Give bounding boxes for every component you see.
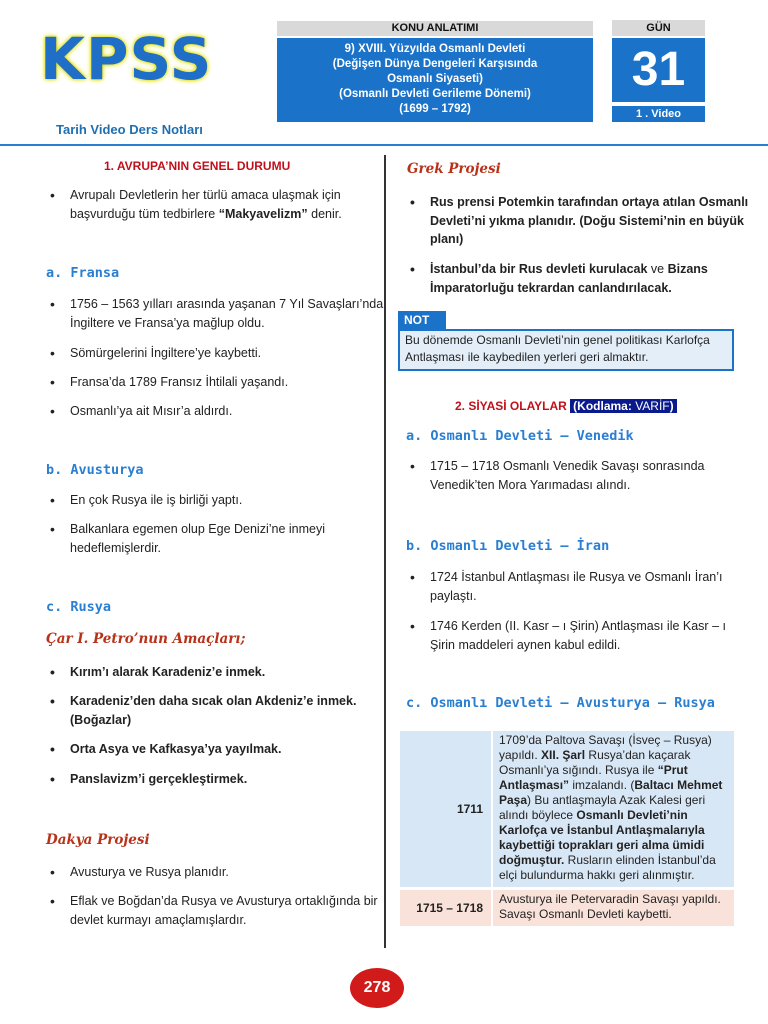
konu-label: KONU ANLATIMI	[277, 21, 593, 36]
subsection-heading: c. Osmanlı Devleti – Avusturya – Rusya	[406, 695, 715, 711]
list-item: • 1724 İstanbul Antlaşması ile Rusya ve Osmanlı İran’ı paylaştı.	[408, 568, 750, 605]
list-item: • Karadeniz’den daha sıcak olan Akdeniz’e inmek. (Boğazlar)	[48, 692, 392, 729]
description-cell: Avusturya ile Petervaradin Savaşı yapıldı. Savaşı Osmanlı Devleti kaybetti.	[491, 890, 734, 926]
list-item: • Kırım’ı alarak Karadeniz’e inmek.	[48, 663, 392, 682]
list-item: • Fransa’da 1789 Fransız İhtilali yaşandı.	[48, 373, 392, 392]
topic-line: 9) XVIII. Yüzyılda Osmanlı Devleti	[344, 43, 526, 55]
coding-badge: (Kodlama: VARİF)	[570, 399, 676, 413]
kpss-logo: KPSS	[40, 25, 213, 93]
list-item: • İstanbul’da bir Rus devleti kurulacak ve Bizans İmparatorluğu tekrardan canlandırılacak.	[408, 260, 750, 297]
list-item: • 1756 – 1563 yılları arasında yaşanan 7 Yıl Savaşları’nda İngiltere ve Fransa’ya mağlup oldu.	[48, 295, 392, 332]
list-item: • Avrupalı Devletlerin her türlü amaca ulaşmak için başvurduğu tüm tedbirlere “Makyavelizm” denir.	[48, 186, 392, 223]
list-item: • En çok Rusya ile iş birliği yaptı.	[48, 491, 392, 510]
note-box: Bu dönemde Osmanlı Devleti’nin genel politikası Karlofça Antlaşması ile kaybedilen yerleri geri almaktır.	[398, 329, 734, 371]
list-item: • Osmanlı’ya ait Mısır’a aldırdı.	[48, 402, 392, 421]
section-heading: 2. SİYASİ OLAYLAR (Kodlama: VARİF)	[455, 399, 677, 413]
list-item: • Sömürgelerini İngiltere’ye kaybetti.	[48, 344, 392, 363]
section-heading: 1. AVRUPA’NIN GENEL DURUMU	[104, 159, 291, 173]
italic-heading: Çar I. Petro’nun Amaçları;	[46, 631, 246, 647]
year-cell: 1715 – 1718	[400, 890, 491, 926]
list-item: • 1715 – 1718 Osmanlı Venedik Savaşı sonrasında Venedik’ten Mora Yarımadası alındı.	[408, 457, 750, 494]
topic-box	[277, 38, 593, 122]
year-cell: 1711	[400, 731, 491, 887]
topic-line: (Değişen Dünya Dengeleri Karşısında	[332, 58, 538, 70]
list-item: • Rus prensi Potemkin tarafından ortaya atılan Osmanlı Devleti’ni yıkma planıdır. (Doğu Sistemi’nin en büyük planı)	[408, 193, 750, 249]
subsection-heading: b. Osmanlı Devleti – İran	[406, 538, 610, 554]
list-item: • Avusturya ve Rusya planıdır.	[48, 863, 392, 882]
list-item: • Eflak ve Boğdan’da Rusya ve Avusturya ortaklığında bir devlet kurmayı amaçlamışlardır.	[48, 892, 392, 929]
events-table	[400, 728, 734, 929]
table-row	[400, 890, 734, 926]
note-label: NOT	[398, 311, 446, 329]
subsection-heading: a. Osmanlı Devleti – Venedik	[406, 428, 634, 444]
list-item: • Orta Asya ve Kafkasya’ya yayılmak.	[48, 740, 392, 759]
topic-line: (Osmanlı Devleti Gerileme Dönemi)	[339, 88, 531, 100]
topic-line: (1699 – 1792)	[399, 103, 471, 115]
topic-line: Osmanlı Siyaseti)	[387, 73, 483, 85]
description-cell: 1709’da Paltova Savaşı (İsveç – Rusya) yapıldı. XII. Şarl Rusya’dan kaçarak Osmanlı’ya sığındı. Rusya ile “Prut Antlaşması” imzalandı. (Baltacı Mehmet Paşa) Bu antlaşmayla Azak Kalesi geri alındı böylece Osmanlı Devleti’nin Karlofça ve İstanbul Antlaşmalarıyla kaybettiği toprakları geri alma ümidi doğmuştur. Rusların elinden İstanbul’da elçi bulundurma hakkı geri alınmıştır.	[491, 731, 734, 887]
day-number: 31	[612, 38, 705, 102]
subtitle: Tarih Video Ders Notları	[56, 122, 203, 137]
header-divider	[0, 144, 768, 146]
italic-heading: Grek Projesi	[407, 161, 501, 177]
page-number: 278	[350, 968, 404, 1008]
subsection-heading: b. Avusturya	[46, 462, 144, 478]
video-label: 1 . Video	[612, 106, 705, 122]
subsection-heading: c. Rusya	[46, 599, 112, 615]
gun-label: GÜN	[612, 20, 705, 36]
list-item: • 1746 Kerden (II. Kasr – ı Şirin) Antlaşması ile Kasr – ı Şirin maddeleri aynen kabul edildi.	[408, 617, 750, 654]
table-row	[400, 731, 734, 887]
list-item: • Panslavizm’i gerçekleştirmek.	[48, 770, 392, 789]
italic-heading: Dakya Projesi	[46, 832, 150, 848]
subsection-heading: a. Fransa	[46, 265, 120, 281]
list-item: • Balkanlara egemen olup Ege Denizi’ne inmeyi hedeflemişlerdir.	[48, 520, 392, 557]
